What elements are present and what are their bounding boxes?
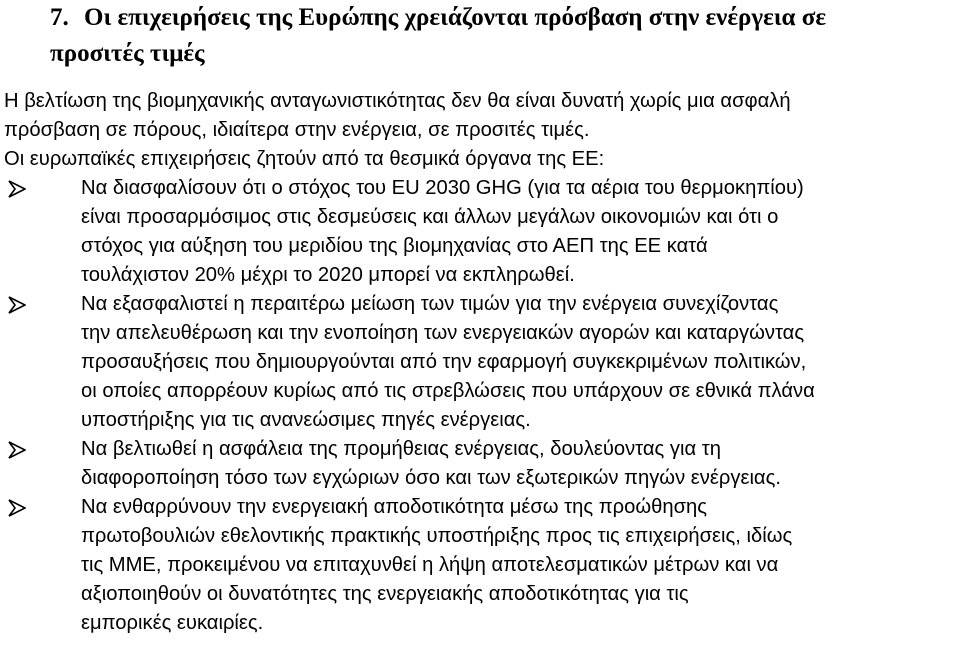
bullet-item [0, 174, 960, 290]
bullet-line: πρωτοβουλιών εθελοντικής πρακτικής υποστήριξης προς τις επιχειρήσεις, ιδίως [81, 525, 793, 547]
bullet-line: προσαυξήσεις που δημιουργούνται από την εφαρμογή συγκεκριμένων πολιτικών, [81, 351, 807, 373]
bullet-line: Να εξασφαλιστεί η περαιτέρω μείωση των τιμών για την ενέργεια συνεχίζοντας [81, 293, 779, 315]
arrowhead-bullet-icon [8, 180, 26, 198]
bullet-line: Να ενθαρρύνουν την ενεργειακή αποδοτικότητα μέσω της προώθησης [81, 496, 707, 518]
bullet-item [0, 290, 960, 435]
arrowhead-bullet-icon [8, 441, 26, 459]
intro-line: πρόσβαση σε πόρους, ιδιαίτερα στην ενέργεια, σε προσιτές τιμές. [4, 119, 590, 141]
arrowhead-bullet-icon [8, 499, 26, 517]
bullet-list [0, 174, 960, 638]
bullet-line: υποστήριξης για τις ανανεώσιμες πηγές ενέργειας. [81, 409, 531, 431]
section-heading [50, 0, 950, 72]
bullet-line: στόχος για αύξηση του μεριδίου της βιομηχανίας στο ΑΕΠ της ΕΕ κατά [81, 235, 708, 257]
bullet-line: αξιοποιηθούν οι δυνατότητες της ενεργειακής αποδοτικότητας για τις [81, 583, 689, 605]
intro-line: Η βελτίωση της βιομηχανικής ανταγωνιστικότητας δεν θα είναι δυνατή χωρίς μια ασφαλή [4, 90, 791, 112]
intro-line: Οι ευρωπαϊκές επιχειρήσεις ζητούν από τα θεσμικά όργανα της ΕΕ: [4, 148, 605, 170]
heading-text: Οι επιχειρήσεις της Ευρώπης χρειάζονται πρόσβαση στην ενέργεια σε [84, 4, 827, 31]
intro-paragraph [4, 87, 791, 174]
arrowhead-bullet-icon [8, 296, 26, 314]
bullet-line: εμπορικές ευκαιρίες. [81, 612, 264, 634]
bullet-line: οι οποίες απορρέουν κυρίως από τις στρεβλώσεις που υπάρχουν σε εθνικά πλάνα [81, 380, 815, 402]
heading-line-1 [50, 0, 950, 36]
bullet-line: Να βελτιωθεί η ασφάλεια της προμήθειας ενέργειας, δουλεύοντας για τη [81, 438, 721, 460]
bullet-line: τουλάχιστον 20% μέχρι το 2020 μπορεί να εκπληρωθεί. [81, 264, 575, 286]
heading-number: 7. [50, 4, 69, 31]
bullet-line: διαφοροποίηση τόσο των εγχώριων όσο και των εξωτερικών πηγών ενέργειας. [81, 467, 781, 489]
bullet-item [0, 435, 960, 493]
bullet-line: είναι προσαρμόσιμος στις δεσμεύσεις και άλλων μεγάλων οικονομιών και ότι ο [81, 206, 779, 228]
bullet-line: τις ΜΜΕ, προκειμένου να επιταχυνθεί η λήψη αποτελεσματικών μέτρων και να [81, 554, 779, 576]
heading-line-2: προσιτές τιμές [50, 40, 205, 67]
bullet-line: Να διασφαλίσουν ότι ο στόχος του EU 2030 GHG (για τα αέρια του θερμοκηπίου) [81, 177, 804, 199]
bullet-line: την απελευθέρωση και την ενοποίηση των ενεργειακών αγορών και καταργώντας [81, 322, 805, 344]
bullet-item [0, 493, 960, 638]
